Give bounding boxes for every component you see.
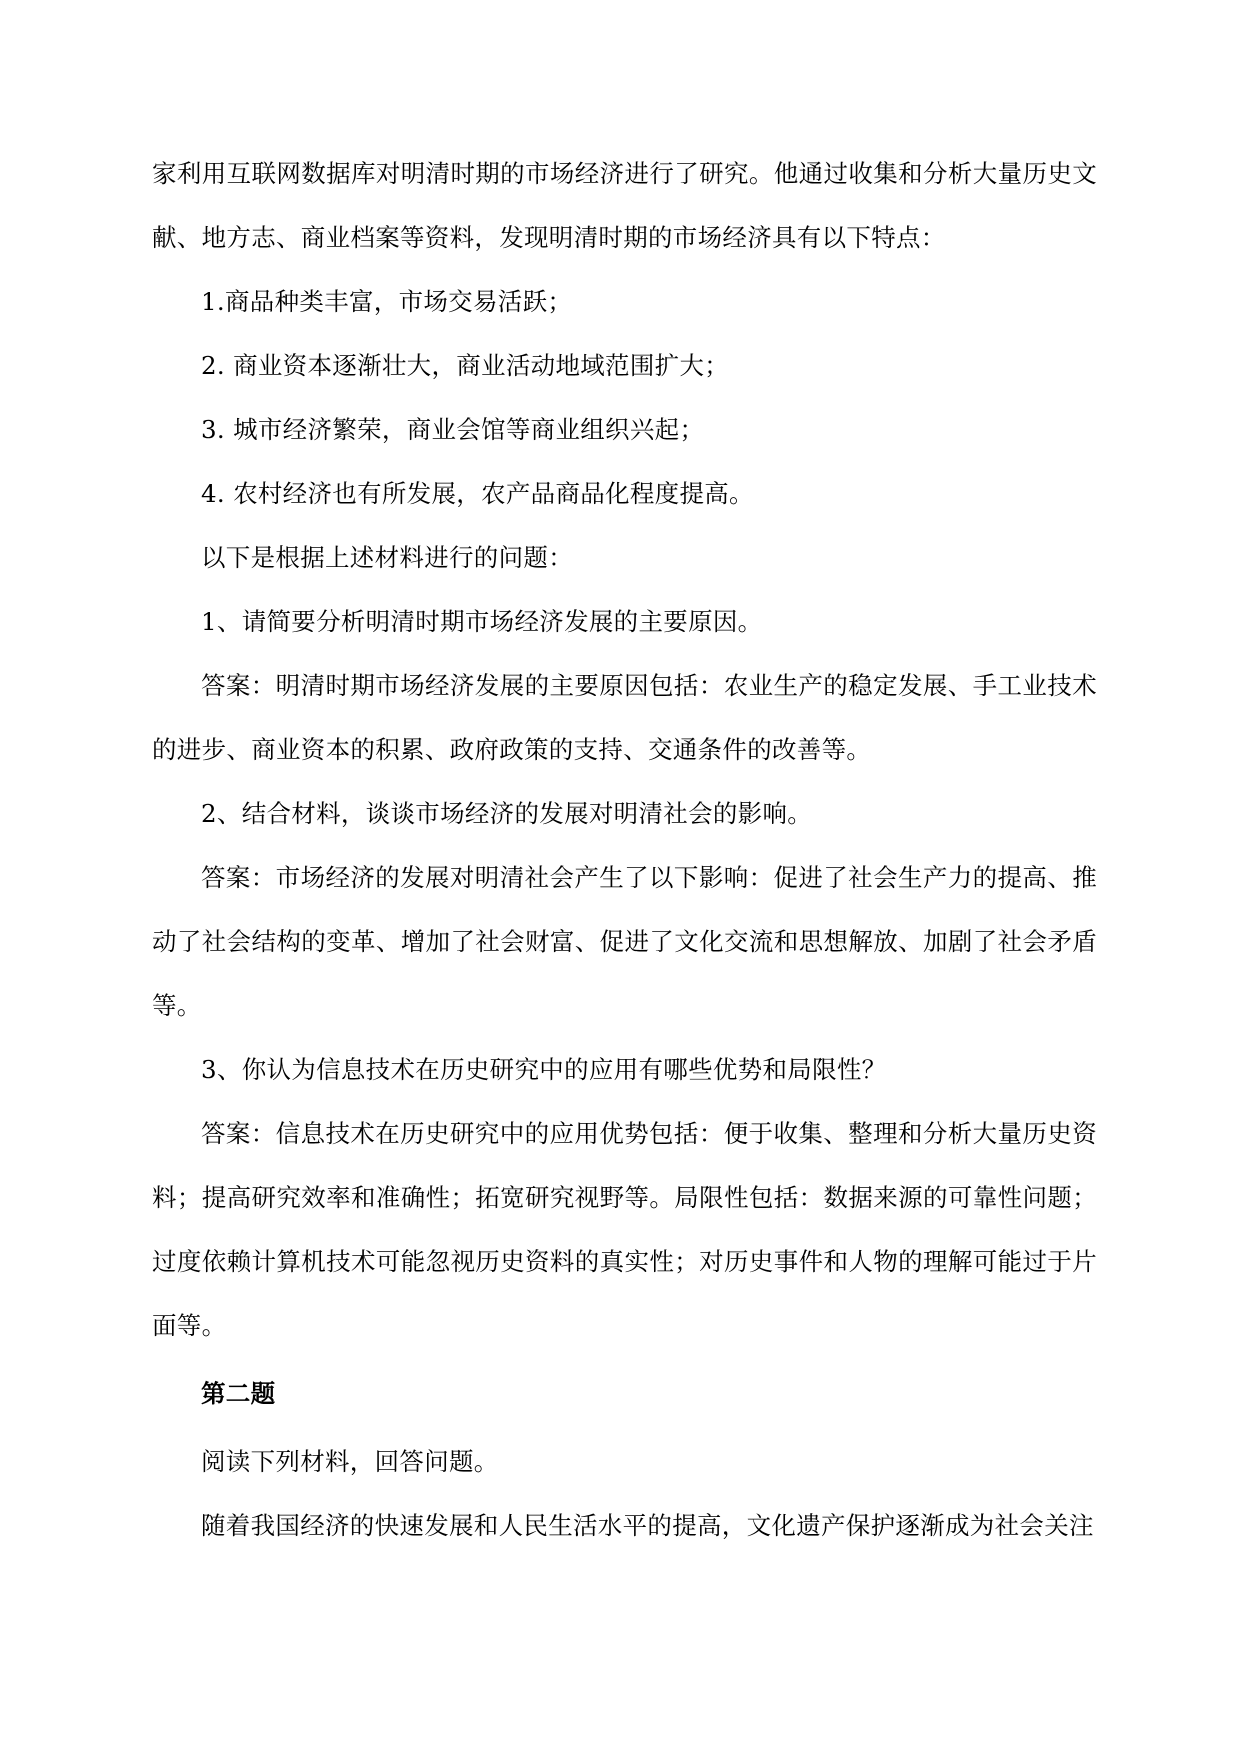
questions-intro: 以下是根据上述材料进行的问题： bbox=[201, 543, 573, 572]
section-heading-2: 第二题 bbox=[201, 1379, 276, 1408]
intro-paragraph: 家利用互联网数据库对明清时期的市场经济进行了研究。他通过收集和分析大量历史文献、地方志、商业档案等资料，发现明清时期的市场经济具有以下特点： bbox=[152, 159, 1097, 252]
question-3: 3、你认为信息技术在历史研究中的应用有哪些优势和局限性？ bbox=[201, 1055, 887, 1084]
section2-instruction: 阅读下列材料，回答问题。 bbox=[201, 1447, 499, 1476]
feature-item-3: 3. 城市经济繁荣，商业会馆等商业组织兴起； bbox=[201, 415, 705, 444]
answer-3: 答案：信息技术在历史研究中的应用优势包括：便于收集、整理和分析大量历史资料；提高研究效率和准确性；拓宽研究视野等。局限性包括：数据来源的可靠性问题；过度依赖计算机技术可能忽视历史资料的真实性；对历史事件和人物的理解可能过于片面等。 bbox=[152, 1119, 1097, 1340]
feature-item-4: 4. 农村经济也有所发展，农产品商品化程度提高。 bbox=[201, 479, 754, 508]
question-1: 1、请简要分析明清时期市场经济发展的主要原因。 bbox=[201, 607, 763, 636]
answer-2: 答案：市场经济的发展对明清社会产生了以下影响：促进了社会生产力的提高、推动了社会结构的变革、增加了社会财富、促进了文化交流和思想解放、加剧了社会矛盾等。 bbox=[152, 863, 1097, 1020]
question-2: 2、结合材料，谈谈市场经济的发展对明清社会的影响。 bbox=[201, 799, 813, 828]
document-page bbox=[152, 142, 1097, 1558]
section2-material: 随着我国经济的快速发展和人民生活水平的提高，文化遗产保护逐渐成为社会关注 bbox=[201, 1511, 1094, 1540]
feature-item-2: 2. 商业资本逐渐壮大，商业活动地域范围扩大； bbox=[201, 351, 730, 380]
answer-1: 答案：明清时期市场经济发展的主要原因包括：农业生产的稳定发展、手工业技术的进步、商业资本的积累、政府政策的支持、交通条件的改善等。 bbox=[152, 671, 1097, 764]
feature-item-1: 1.商品种类丰富，市场交易活跃； bbox=[201, 287, 573, 316]
